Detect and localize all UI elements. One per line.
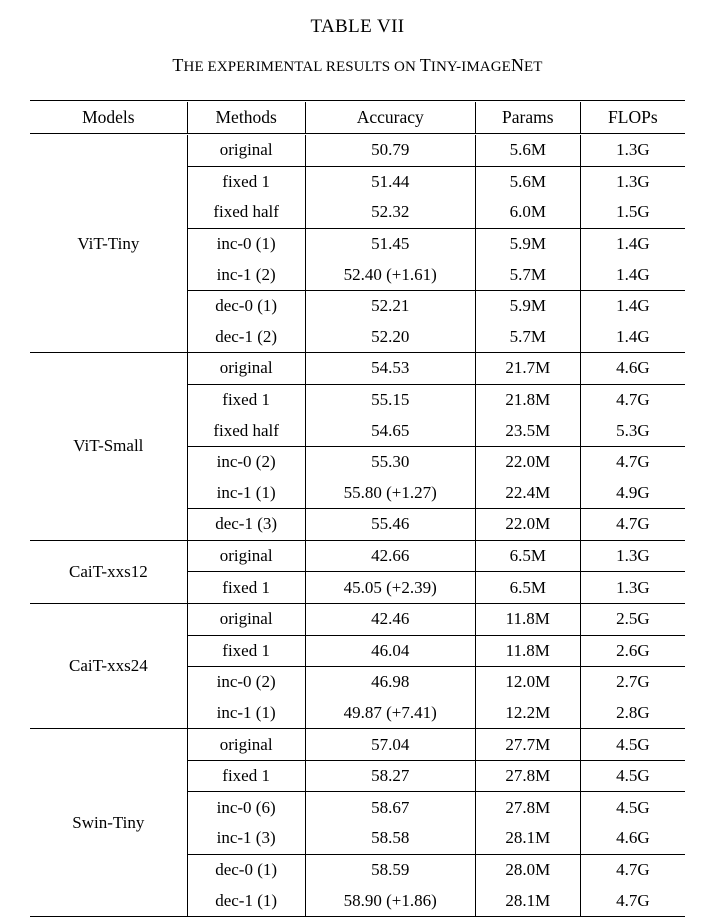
table-row [30,603,685,635]
method-cell: inc-1 (3) [187,823,305,854]
table-title-lead: T [172,55,184,75]
model-name-cell: CaiT-xxs24 [30,603,187,728]
params-cell: 5.6M [475,135,580,166]
params-cell: 6.5M [475,572,580,604]
accuracy-cell: 51.45 [305,228,475,259]
params-cell: 5.7M [475,322,580,353]
table-caption [0,0,715,76]
flops-cell: 1.4G [580,228,685,259]
accuracy-cell: 58.59 [305,854,475,885]
params-cell: 28.0M [475,854,580,885]
params-cell: 28.1M [475,823,580,854]
model-name-cell: ViT-Small [30,353,187,541]
flops-cell: 1.4G [580,322,685,353]
accuracy-cell: 51.44 [305,166,475,197]
model-name-cell: CaiT-xxs12 [30,540,187,603]
method-cell: inc-1 (2) [187,259,305,290]
method-cell: fixed 1 [187,572,305,604]
method-cell: inc-0 (2) [187,667,305,698]
flops-cell: 4.7G [580,446,685,477]
method-cell: fixed half [187,197,305,228]
params-cell: 21.8M [475,384,580,415]
accuracy-cell: 46.04 [305,635,475,667]
method-cell: inc-1 (1) [187,698,305,729]
params-cell: 6.5M [475,540,580,572]
accuracy-cell: 58.90 (+1.86) [305,885,475,916]
method-cell: inc-1 (1) [187,478,305,509]
params-cell: 12.0M [475,667,580,698]
accuracy-cell: 52.20 [305,322,475,353]
flops-cell: 4.5G [580,760,685,792]
accuracy-cell: 52.32 [305,197,475,228]
method-cell: original [187,135,305,166]
accuracy-cell: 57.04 [305,729,475,761]
params-cell: 27.8M [475,792,580,823]
method-cell: fixed 1 [187,166,305,197]
table-title-body: HE EXPERIMENTAL RESULTS ON [183,59,420,75]
flops-cell: 4.5G [580,729,685,761]
column-header-methods: Methods [187,102,305,134]
flops-cell: 4.7G [580,509,685,541]
accuracy-cell: 55.15 [305,384,475,415]
method-cell: dec-1 (1) [187,885,305,916]
accuracy-cell: 50.79 [305,135,475,166]
method-cell: dec-1 (3) [187,509,305,541]
method-cell: original [187,729,305,761]
accuracy-cell: 52.40 (+1.61) [305,259,475,290]
flops-cell: 4.7G [580,384,685,415]
method-cell: original [187,353,305,385]
flops-cell: 2.8G [580,698,685,729]
params-cell: 22.4M [475,478,580,509]
params-cell: 5.6M [475,166,580,197]
params-cell: 22.0M [475,509,580,541]
params-cell: 5.9M [475,290,580,321]
accuracy-cell: 49.87 (+7.41) [305,698,475,729]
results-table [30,100,685,918]
method-cell: dec-0 (1) [187,854,305,885]
method-cell: fixed 1 [187,635,305,667]
table-row [30,540,685,572]
params-cell: 28.1M [475,885,580,916]
params-cell: 11.8M [475,603,580,635]
flops-cell: 4.6G [580,353,685,385]
table-title-tiny-body: INY-I [430,59,467,75]
method-cell: fixed 1 [187,760,305,792]
flops-cell: 2.5G [580,603,685,635]
column-header-models: Models [82,107,135,127]
flops-cell: 1.4G [580,259,685,290]
table-number: TABLE VII [310,16,405,37]
accuracy-cell: 52.21 [305,290,475,321]
column-header-accuracy: Accuracy [305,102,475,134]
flops-cell: 4.6G [580,823,685,854]
table-row [30,729,685,761]
table-title-net-body: ET [524,59,543,75]
column-header-params: Params [475,102,580,134]
flops-cell: 2.7G [580,667,685,698]
flops-cell: 1.3G [580,540,685,572]
params-cell: 22.0M [475,446,580,477]
accuracy-cell: 55.30 [305,446,475,477]
method-cell: dec-1 (2) [187,322,305,353]
accuracy-cell: 42.66 [305,540,475,572]
flops-cell: 1.4G [580,290,685,321]
accuracy-cell: 54.53 [305,353,475,385]
table-header-row [30,102,685,134]
table-row [30,135,685,166]
params-cell: 6.0M [475,197,580,228]
params-cell: 23.5M [475,415,580,446]
table-title [0,38,715,76]
table-title-imagenet-body: MAGE [466,59,511,75]
flops-cell: 4.7G [580,885,685,916]
params-cell: 5.7M [475,259,580,290]
table-title-net-lead: N [510,55,525,75]
flops-cell: 4.5G [580,792,685,823]
params-cell: 21.7M [475,353,580,385]
model-name-cell: Swin-Tiny [30,729,187,917]
method-cell: inc-0 (6) [187,792,305,823]
flops-cell: 1.5G [580,197,685,228]
flops-cell: 1.3G [580,135,685,166]
method-cell: inc-0 (1) [187,228,305,259]
column-header-flops: FLOPs [580,102,685,134]
flops-cell: 4.7G [580,854,685,885]
accuracy-cell: 54.65 [305,415,475,446]
accuracy-cell: 45.05 (+2.39) [305,572,475,604]
method-cell: fixed 1 [187,384,305,415]
flops-cell: 1.3G [580,166,685,197]
accuracy-cell: 58.67 [305,792,475,823]
params-cell: 12.2M [475,698,580,729]
table-row [30,353,685,385]
method-cell: inc-0 (2) [187,446,305,477]
accuracy-cell: 58.58 [305,823,475,854]
flops-cell: 5.3G [580,415,685,446]
accuracy-cell: 46.98 [305,667,475,698]
accuracy-cell: 42.46 [305,603,475,635]
params-cell: 11.8M [475,635,580,667]
method-cell: original [187,540,305,572]
params-cell: 5.9M [475,228,580,259]
method-cell: original [187,603,305,635]
method-cell: fixed half [187,415,305,446]
accuracy-cell: 55.80 (+1.27) [305,478,475,509]
accuracy-cell: 55.46 [305,509,475,541]
params-cell: 27.7M [475,729,580,761]
flops-cell: 4.9G [580,478,685,509]
flops-cell: 1.3G [580,572,685,604]
accuracy-cell: 58.27 [305,760,475,792]
model-name-cell: ViT-Tiny [77,233,140,253]
flops-cell: 2.6G [580,635,685,667]
table-title-tiny-lead: T [419,55,431,75]
method-cell: dec-0 (1) [187,290,305,321]
params-cell: 27.8M [475,760,580,792]
